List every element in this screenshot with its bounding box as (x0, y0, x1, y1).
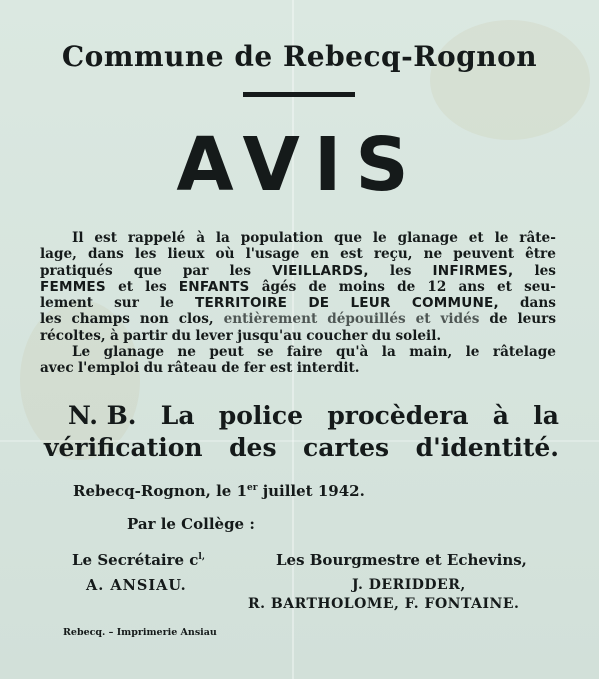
body-word: que (333, 230, 362, 246)
body-word: les (229, 262, 251, 279)
body-word: 12 (427, 278, 447, 295)
body-word: râte- (519, 230, 556, 246)
body-word: le (372, 230, 387, 246)
body-word: récoltes, (40, 327, 106, 344)
date-place: Rebecq-Rognon, le 1 (73, 482, 248, 500)
body-word: qu'à (336, 344, 369, 361)
body-word: que (133, 262, 162, 279)
nb-word: N. B. (68, 401, 137, 430)
nb-word: procèdera (327, 401, 469, 430)
body-word: du (143, 360, 163, 377)
title-rule (243, 92, 355, 97)
body-word: TERRITOIRE (194, 295, 288, 312)
body-word: FEMMES (40, 278, 106, 295)
secretary-title (72, 551, 205, 569)
body-word: clos, (178, 311, 214, 328)
body-line (40, 246, 556, 262)
body-word: jusqu'au (237, 327, 302, 344)
body-word: main, (409, 344, 453, 361)
body-word: ne (177, 344, 196, 361)
body-line (40, 295, 556, 311)
body-word: par (182, 262, 209, 279)
date-ordinal: er (247, 483, 258, 493)
body-line (40, 263, 556, 279)
body-word: être (525, 246, 556, 263)
body-word: ans (458, 278, 485, 295)
body-word: COMMUNE, (411, 295, 499, 312)
body-line (40, 230, 556, 246)
body-word: en (310, 246, 330, 263)
college-line: Par le Collège : (127, 515, 255, 533)
commune-heading: Commune de Rebecq-Rognon (61, 40, 538, 73)
body-line (40, 328, 556, 344)
body-word: la (215, 230, 230, 246)
body-word: les (40, 311, 62, 328)
body-word: glanage (103, 344, 164, 361)
body-word: INFIRMES, (432, 262, 514, 279)
body-word: la (381, 344, 396, 361)
body-word: et (118, 278, 133, 295)
body-word: avec (40, 360, 74, 377)
body-word: entièrement (223, 311, 318, 328)
date-rest: juillet 1942. (257, 482, 365, 500)
body-word: et (497, 278, 512, 295)
body-word: dépouillés (327, 311, 406, 328)
board-name-2: R. BARTHOLOME, F. FONTAINE. (248, 596, 520, 612)
nb-line-2 (44, 432, 559, 464)
paper-stain (430, 20, 590, 140)
secretary-title-sup: l, (198, 552, 205, 562)
nb-word: La (160, 401, 195, 430)
body-word: est (94, 230, 117, 246)
nb-line-1 (44, 400, 559, 432)
body-word: se (257, 344, 274, 361)
body-line (40, 360, 556, 376)
secretary-title-text: Le Secrétaire c (72, 551, 199, 569)
body-word: peut (209, 344, 244, 361)
body-word: ne (423, 246, 443, 263)
body-word: de (397, 278, 416, 295)
nb-word: police (218, 401, 304, 430)
body-word: le (160, 295, 174, 312)
body-word: à (196, 230, 206, 246)
body-word: de (221, 360, 240, 377)
notice-title: AVIS (176, 122, 423, 208)
nb-word: la (533, 401, 559, 430)
secretary-name: A. ANSIAU. (86, 577, 187, 594)
body-word: sur (114, 295, 139, 312)
body-word: pratiqués (40, 262, 113, 279)
notice-body (40, 230, 556, 377)
body-word: lieux (167, 246, 205, 263)
body-word: râtelage (492, 344, 556, 361)
body-word: peuvent (453, 246, 515, 263)
body-word: DE (308, 295, 330, 312)
body-line (40, 344, 556, 360)
body-word: dans (520, 295, 556, 312)
body-word: le (465, 344, 480, 361)
printer-imprint: Rebecq. – Imprimerie Ansiau (63, 627, 217, 638)
body-word: l'emploi (77, 360, 140, 377)
body-word: râteau (167, 360, 217, 377)
body-word: les (389, 262, 412, 279)
body-word: les (145, 278, 167, 295)
body-word: glanage (397, 230, 458, 246)
body-word: lever (195, 327, 233, 344)
body-word: et (415, 311, 431, 328)
body-word: soleil. (395, 327, 442, 344)
place-date (73, 482, 365, 500)
board-title: Les Bourgmestre et Echevins, (276, 551, 527, 569)
body-word: LEUR (350, 295, 391, 312)
body-word: du (371, 327, 392, 344)
body-line (40, 279, 556, 295)
body-line (40, 311, 556, 327)
body-word: population (240, 230, 324, 246)
body-word: dans (87, 246, 124, 263)
body-word: seu- (524, 278, 556, 295)
body-word: VIEILLARDS, (272, 262, 369, 279)
body-word: du (171, 327, 191, 344)
body-word: lement (40, 295, 94, 312)
body-word: reçu, (373, 246, 413, 263)
body-word: ENFANTS (178, 278, 250, 295)
body-word: moins (338, 278, 385, 295)
body-word: champs (71, 311, 130, 328)
body-word: partir (123, 327, 168, 344)
body-word: lage, (40, 246, 77, 263)
body-word: à (109, 327, 119, 344)
body-word: interdit. (296, 360, 360, 377)
nb-word: à (492, 401, 509, 430)
nb-word: vérification (44, 433, 203, 462)
nb-word: cartes (303, 433, 390, 462)
board-name-1: J. DERIDDER, (352, 577, 466, 593)
body-word: est (269, 360, 293, 377)
body-word: les (534, 262, 556, 279)
body-word: et (468, 230, 484, 246)
body-word: Il (72, 230, 84, 246)
body-word: de (308, 278, 327, 295)
body-word: Le (72, 344, 91, 361)
body-word: coucher (306, 327, 368, 344)
body-word: les (134, 246, 157, 263)
nb-notice (44, 400, 559, 464)
body-word: rappelé (127, 230, 186, 246)
body-word: où (215, 246, 235, 263)
body-word: fer (243, 360, 266, 377)
body-word: le (494, 230, 509, 246)
body-word: non (139, 311, 169, 328)
nb-word: d'identité. (415, 433, 559, 462)
body-word: vidés (440, 311, 480, 328)
body-word: de (489, 311, 508, 328)
body-word: faire (286, 344, 323, 361)
body-word: leurs (517, 311, 556, 328)
nb-word: des (229, 433, 277, 462)
body-word: l'usage (245, 246, 300, 263)
body-word: âgés (261, 278, 297, 295)
body-word: est (340, 246, 363, 263)
